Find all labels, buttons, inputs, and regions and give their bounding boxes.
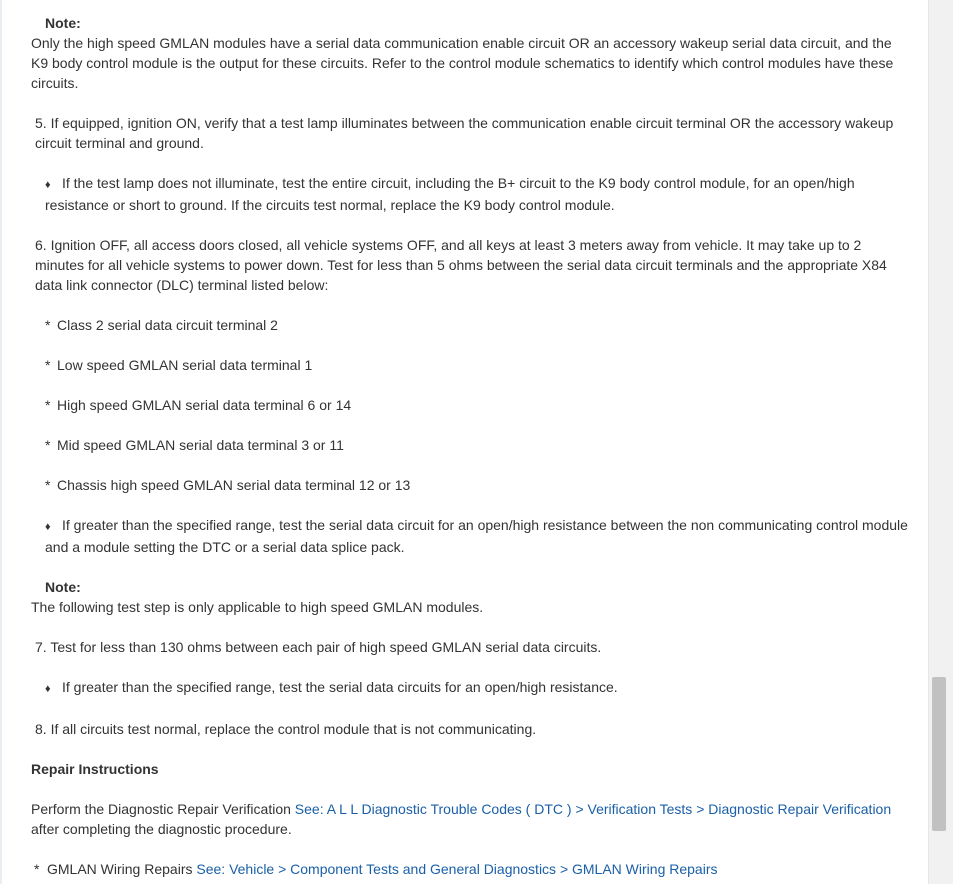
diamond-bullet-icon: ♦ — [45, 179, 51, 191]
note-title: Note: — [45, 15, 81, 31]
dlc-terminal-item — [31, 435, 911, 455]
step-7-bullet-text: If greater than the specified range, test the serial data circuits for an open/high resistance. — [62, 679, 618, 695]
step-6-bullet — [31, 515, 911, 557]
scrollbar-thumb[interactable] — [932, 677, 946, 831]
step-7: 7. Test for less than 130 ohms between each pair of high speed GMLAN serial data circuits. — [35, 639, 602, 655]
asterisk-bullet: * — [45, 437, 51, 453]
note-text: The following test step is only applicable to high speed GMLAN modules. — [31, 599, 484, 615]
diamond-bullet-icon: ♦ — [45, 683, 51, 695]
verification-link[interactable]: See: A L L Diagnostic Trouble Codes ( DTC ) > Verification Tests > Diagnostic Repair Verification — [294, 801, 892, 817]
dlc-terminal-text: Class 2 serial data circuit terminal 2 — [57, 317, 278, 333]
step-6-bullet-text: If greater than the specified range, test the serial data circuit for an open/high resistance between the non communicating control module and a module setting the DTC or a serial data splice pack. — [45, 517, 908, 555]
content-left-border — [0, 0, 2, 884]
note-text: Only the high speed GMLAN modules have a serial data communication enable circuit OR an accessory wakeup serial data circuit, and the K9 body control module is the output for these circuits. Refer to the control module schematics to identify which control modules have these circuits. — [31, 35, 894, 91]
step-8: 8. If all circuits test normal, replace the control module that is not communicating. — [35, 721, 537, 737]
step-5: 5. If equipped, ignition ON, verify that a test lamp illuminates between the communication enable circuit terminal OR the accessory wakeup circuit terminal and ground. — [35, 115, 894, 151]
dlc-terminal-text: Chassis high speed GMLAN serial data terminal 12 or 13 — [57, 477, 411, 493]
procedure-text — [31, 13, 911, 879]
repair-instructions-heading: Repair Instructions — [31, 761, 159, 777]
diamond-bullet-icon: ♦ — [45, 521, 51, 533]
note-title: Note: — [45, 579, 81, 595]
dlc-terminal-text: Low speed GMLAN serial data terminal 1 — [57, 357, 313, 373]
dlc-terminal-item — [31, 315, 911, 335]
wiring-repairs-prefix: GMLAN Wiring Repairs — [47, 861, 197, 877]
step-5-bullet — [31, 173, 911, 215]
dlc-terminal-text: High speed GMLAN serial data terminal 6 or 14 — [57, 397, 352, 413]
vertical-scrollbar[interactable] — [928, 0, 953, 884]
step-7-bullet — [31, 677, 911, 699]
asterisk-bullet: * — [45, 317, 51, 333]
dlc-terminal-item — [31, 475, 911, 495]
repair-verification-prefix: Perform the Diagnostic Repair Verification — [31, 801, 295, 817]
wiring-repairs-item — [31, 859, 911, 879]
repair-verification-suffix: after completing the diagnostic procedure. — [31, 821, 292, 837]
asterisk-bullet: * — [45, 477, 51, 493]
step-6: 6. Ignition OFF, all access doors closed, all vehicle systems OFF, and all keys at least 3 meters away from vehicle. It may take up to 2 minutes for all vehicle systems to power down. Test for less than 5 ohms between the serial data circuit terminals and the appropriate X84 data link connector (DLC) terminal listed below: — [35, 237, 887, 293]
dlc-terminal-item — [31, 395, 911, 415]
step-5-bullet-text: If the test lamp does not illuminate, test the entire circuit, including the B+ circuit to the K9 body control module, for an open/high resistance or short to ground. If the circuits test normal, replace the K9 body control module. — [45, 175, 855, 213]
repair-verification-text — [31, 799, 911, 839]
asterisk-bullet: * — [45, 357, 51, 373]
dlc-terminal-text: Mid speed GMLAN serial data terminal 3 or 11 — [57, 437, 344, 453]
asterisk-bullet: * — [34, 861, 40, 877]
wiring-repairs-link[interactable]: See: Vehicle > Component Tests and General Diagnostics > GMLAN Wiring Repairs — [196, 861, 718, 877]
asterisk-bullet: * — [45, 397, 51, 413]
dlc-terminal-item — [31, 355, 911, 375]
